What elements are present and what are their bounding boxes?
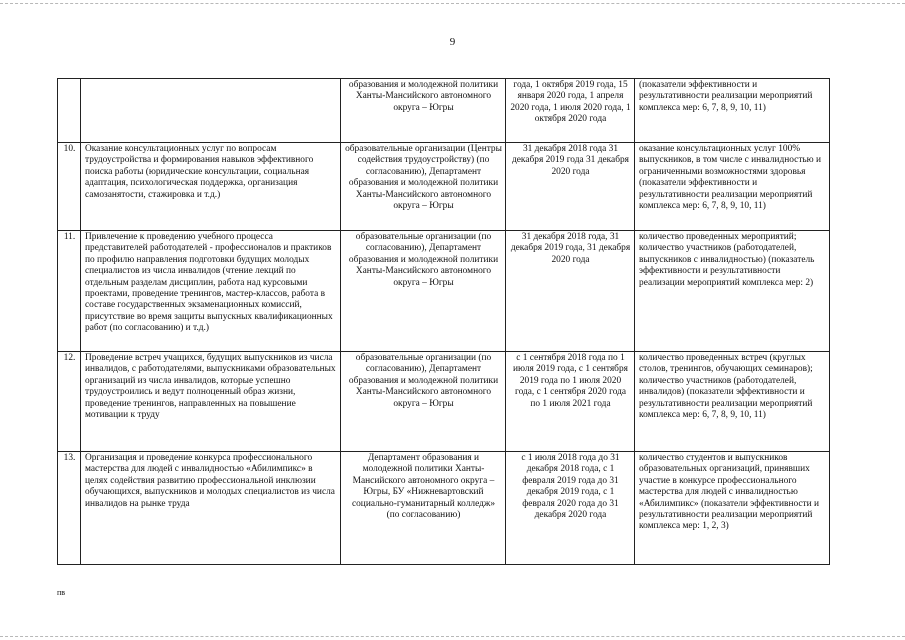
deadline-cell: с 1 сентября 2018 года по 1 июля 2019 года, с 1 сентября 2019 года по 1 июля 2020 года, с 1 сентября 2020 года по 1 июля 2021 года — [506, 352, 635, 452]
page-number: 9 — [449, 36, 456, 48]
deadline-cell: 31 декабря 2018 года, 31 декабря 2019 года, 31 декабря 2020 года — [506, 231, 635, 352]
table-row — [58, 231, 830, 352]
indicator-cell: количество проведенных встреч (круглых столов, тренингов, обучающих семинаров); количество участников (работодателей, инвалидов) (показатели эффективности и результативности реализации мероприятий комплекса мер: 6, 7, 8, 9, 10, 11) — [635, 352, 830, 452]
responsible-cell: Департамент образования и молодежной политики Ханты-Мансийского автономного округа – Югры, БУ «Нижневартовский социально-гуманитарный колледж» (по согласованию) — [341, 452, 506, 565]
scan-edge-top — [0, 3, 905, 5]
indicator-cell: оказание консультационных услуг 100% выпускников, в том числе с инвалидностью и ограниченными возможностями здоровья (показатели эффективности и результативности реализации мероприятий комплекса мер: 6, 7, 8, 9, 10, 11) — [635, 143, 830, 231]
table-row — [58, 352, 830, 452]
task-cell: Организация и проведение конкурса профессионального мастерства для людей с инвалидностью «Абилимпикс» в целях содействия развитию профессиональной инклюзии обучающихся, выпускников и молодых специалистов из числа инвалидов на рынке труда — [81, 452, 341, 565]
table-row — [58, 452, 830, 565]
responsible-cell: образовательные организации (по согласованию), Департамент образования и молодежной политики Ханты-Мансийского автономного округа – Югры — [341, 352, 506, 452]
task-cell — [81, 79, 341, 143]
deadline-cell: с 1 июля 2018 года до 31 декабря 2018 года, с 1 февраля 2019 года до 31 декабря 2019 года, с 1 февраля 2020 года до 31 декабря 2020 года — [506, 452, 635, 565]
task-cell: Оказание консультационных услуг по вопросам трудоустройства и формирования навыков эффективного поиска работы (юридические консультации, социальная адаптация, психологическая поддержка, организация самозанятости, стажировка и т.д.) — [81, 143, 341, 231]
table-row — [58, 143, 830, 231]
row-number: 12. — [58, 352, 81, 452]
row-number: 13. — [58, 452, 81, 565]
row-number: 11. — [58, 231, 81, 352]
responsible-cell: образовательные организации (по согласованию), Департамент образования и молодежной политики Ханты-Мансийского автономного округа – Югры — [341, 231, 506, 352]
footer-mark: пв — [57, 588, 66, 597]
row-number — [58, 79, 81, 143]
task-cell: Привлечение к проведению учебного процесса представителей работодателей - профессионалов и практиков по профилю направления подготовки будущих молодых специалистов из числа инвалидов (чтение лекций по отдельным разделам дисциплин, работа над курсовыми проектами, проведение тренингов, мастер-классов, работа в составе государственных экзаменационных комиссий, присутствие во время защиты выпускных квалификационных работ (по согласованию) и т.д.) — [81, 231, 341, 352]
responsible-cell: образования и молодежной политики Ханты-Мансийского автономного округа – Югры — [341, 79, 506, 143]
row-number: 10. — [58, 143, 81, 231]
deadline-cell: 31 декабря 2018 года 31 декабря 2019 года 31 декабря 2020 года — [506, 143, 635, 231]
indicator-cell: количество проведенных мероприятий; количество участников (работодателей, выпускников с инвалидностью) (показатель эффективности и результативности реализации мероприятий комплекса мер: 2) — [635, 231, 830, 352]
task-cell: Проведение встреч учащихся, будущих выпускников из числа инвалидов, с работодателями, выпускниками образовательных организаций из числа инвалидов, которые успешно трудоустроились и ведут полноценный образ жизни, проведение тренингов, направленных на повышение мотивации к труду — [81, 352, 341, 452]
responsible-cell: образовательные организации (Центры содействия трудоустройству) (по согласованию), Департамент образования и молодежной политики Ханты-Мансийского автономного округа – Югры — [341, 143, 506, 231]
scan-edge-bottom — [0, 636, 905, 638]
table-row — [58, 79, 830, 143]
indicator-cell: количество студентов и выпускников образовательных организаций, принявших участие в конкурсе профессионального мастерства для людей с инвалидностью «Абилимпикс» (показатели эффективности и результативности реализации мероприятий комплекса мер: 1, 2, 3) — [635, 452, 830, 565]
deadline-cell: года, 1 октября 2019 года, 15 января 2020 года, 1 апреля 2020 года, 1 июля 2020 года, 1 октября 2020 года — [506, 79, 635, 143]
indicator-cell: (показатели эффективности и результативности реализации мероприятий комплекса мер: 6, 7, 8, 9, 10, 11) — [635, 79, 830, 143]
action-plan-table — [57, 78, 830, 565]
